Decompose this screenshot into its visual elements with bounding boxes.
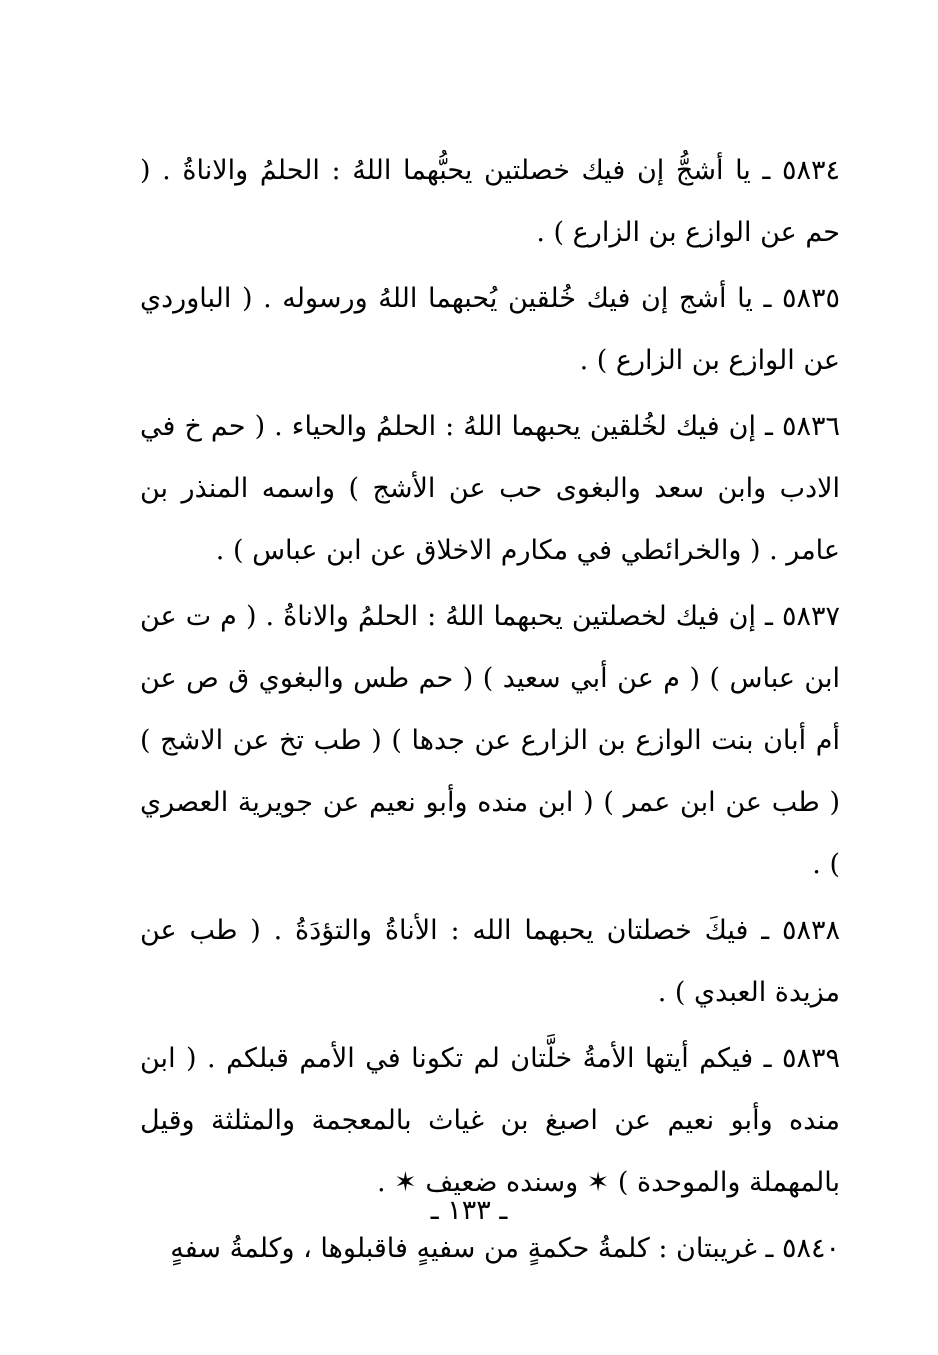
page-number: ـ ١٣٣ ـ bbox=[430, 1195, 508, 1226]
entry-number: ٥٨٣٩ bbox=[781, 1043, 840, 1074]
hadith-entry-5838 bbox=[140, 900, 840, 1024]
page-body bbox=[140, 140, 840, 1280]
entry-separator: ـ bbox=[755, 601, 782, 632]
entry-number: ٥٨٣٦ bbox=[782, 411, 841, 442]
entry-text: إن فيك لخصلتين يحبهما اللهُ : الحلمُ والاناةُ . ( م ت عن ابن عباس ) ( م عن أبي سعيد ) ( حم طس والبغوي ق ص عن أم أبان بنت الوازع بن الزارع عن جدها ) ( طب تخ عن الاشج ) ( طب عن ابن عمر ) ( ابن منده وأبو نعيم عن جويرية العصري ) . bbox=[140, 601, 840, 880]
entry-text: إن فيك لخُلقين يحبهما اللهُ : الحلمُ والحياء . ( حم خ في الادب وابن سعد والبغوى حب عن الأشج ) واسمه المنذر بن عامر . ( والخرائطي في مكارم الاخلاق عن ابن عباس ) . bbox=[140, 411, 840, 566]
entry-number: ٥٨٣٨ bbox=[781, 915, 840, 946]
hadith-entry-5839 bbox=[140, 1028, 840, 1214]
entry-text: يا أشج إن فيك خُلقين يُحبهما اللهُ ورسوله . ( الباوردي عن الوازع بن الزارع ) . bbox=[140, 283, 840, 376]
entry-separator: ـ bbox=[750, 155, 782, 186]
entry-text: غريبتان : كلمةُ حكمةٍ من سفيهٍ فاقبلوها ، وكلمةُ سفهٍ bbox=[170, 1233, 757, 1264]
hadith-entry-5840 bbox=[140, 1218, 840, 1280]
hadith-entry-5835 bbox=[140, 268, 840, 392]
entry-separator: ـ bbox=[748, 915, 782, 946]
entry-text: فيكَ خصلتان يحبهما الله : الأناةُ والتؤدَةُ . ( طب عن مزيدة العبدي ) . bbox=[140, 915, 840, 1008]
entry-number: ٥٨٣٤ bbox=[781, 155, 840, 186]
entry-number: ٥٨٤٠ bbox=[781, 1233, 840, 1264]
entry-separator: ـ bbox=[752, 283, 782, 314]
hadith-entry-5837 bbox=[140, 586, 840, 896]
entry-text: يا أشجُّ إن فيك خصلتين يحبُّهما اللهُ : الحلمُ والاناةُ . ( حم عن الوازع بن الزارع ) . bbox=[140, 155, 840, 248]
hadith-entry-5836 bbox=[140, 396, 840, 582]
entry-separator: ـ bbox=[753, 1043, 782, 1074]
entry-separator: ـ bbox=[756, 411, 782, 442]
entry-separator: ـ bbox=[756, 1233, 782, 1264]
entry-text: فيكم أيتها الأمةُ خلَّتان لم تكونا في الأمم قبلكم . ( ابن منده وأبو نعيم عن اصبغ بن غياث بالمعجمة والمثلثة وقيل بالمهملة والموحدة ) ✶ وسنده ضعيف ✶ . bbox=[140, 1043, 840, 1198]
entry-number: ٥٨٣٥ bbox=[781, 283, 840, 314]
entry-number: ٥٨٣٧ bbox=[782, 601, 841, 632]
hadith-entry-5834 bbox=[140, 140, 840, 264]
